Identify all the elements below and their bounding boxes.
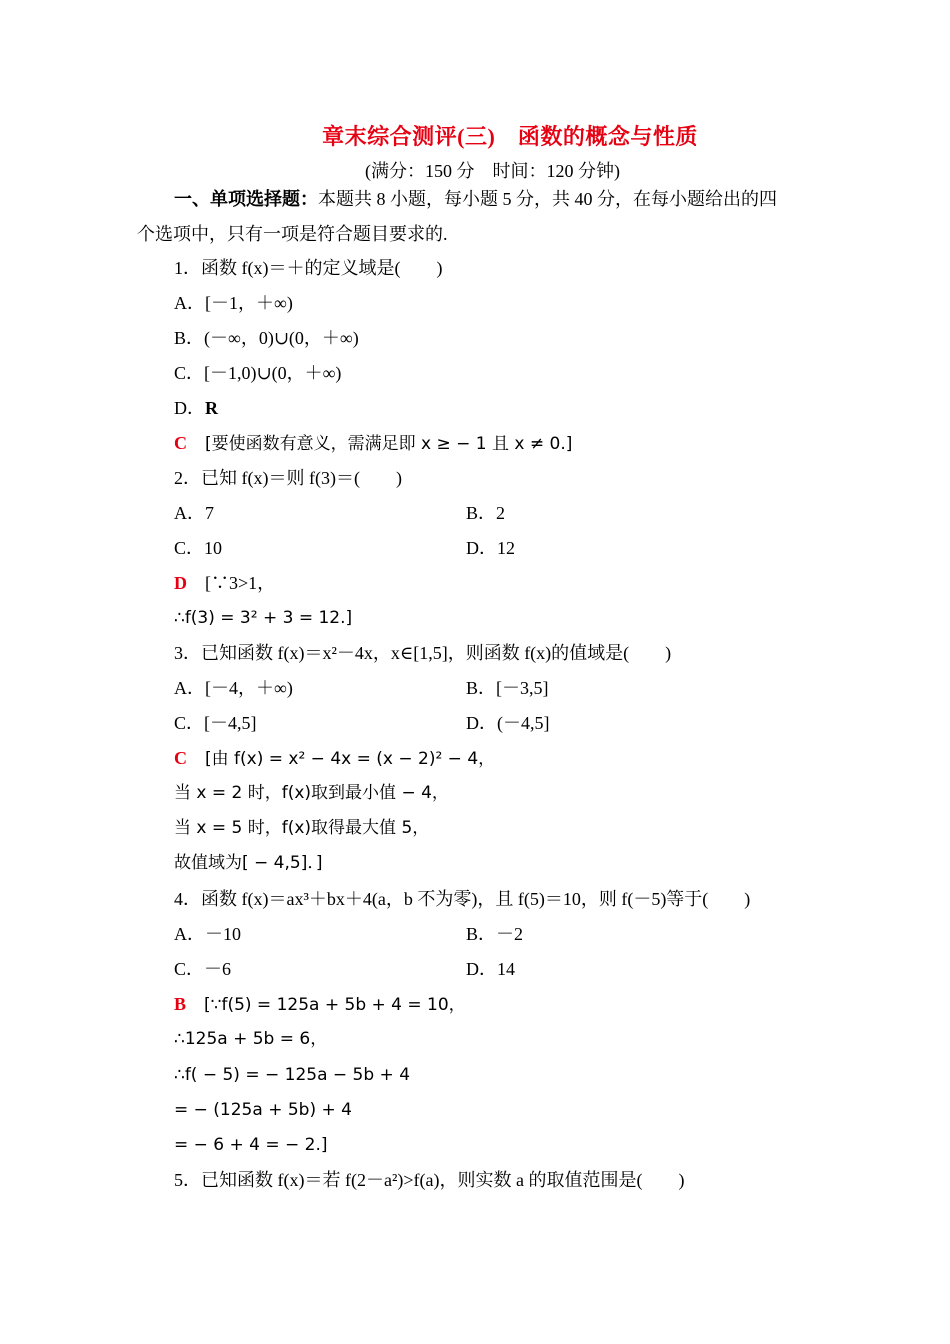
question-4-stem: 4．函数 f(x)＝ax³＋bx＋4(a，b 不为零)，且 f(5)＝10，则 f(－5)等于( ) — [174, 889, 751, 909]
question-1-option-c: C．[－1,0)∪(0，＋∞) — [174, 363, 342, 383]
question-3-answer: C — [174, 748, 187, 768]
question-4-option-d: D．14 — [466, 959, 515, 979]
question-4-explanation-5: = − 6 + 4 = − 2.] — [174, 1135, 328, 1155]
question-3-explanation-2: 当 x = 2 时，f(x)取到最小值 − 4， — [174, 783, 449, 803]
page-title: 章末综合测评(三) 函数的概念与性质 — [322, 124, 698, 149]
section-intro-continued: 个选项中，只有一项是符合题目要求的. — [137, 224, 448, 244]
question-3-stem: 3．已知函数 f(x)＝x²－4x，x∈[1,5]，则函数 f(x)的值域是( ) — [174, 643, 672, 663]
question-1-answer: C — [174, 433, 187, 453]
option-d-value: R — [205, 398, 218, 418]
question-4-explanation-3: ∴f( − 5) = − 125a − 5b + 4 — [174, 1065, 411, 1085]
question-2-option-c: C．10 — [174, 538, 223, 558]
question-2-answer-line — [174, 571, 275, 595]
question-3-explanation-3: 当 x = 5 时，f(x)取得最大值 5， — [174, 818, 430, 838]
question-3-option-c: C．[－4,5] — [174, 713, 257, 733]
question-4-explanation-4: = − (125a + 5b) + 4 — [174, 1100, 352, 1120]
question-2-explanation-1: [∵3>1， — [205, 573, 276, 593]
question-2-option-b: B．2 — [466, 503, 506, 523]
section-intro-text: 本题共 8 小题，每小题 5 分，共 40 分，在每小题给出的四 — [318, 189, 777, 209]
question-2-stem: 2．已知 f(x)＝则 f(3)＝( ) — [174, 468, 402, 488]
question-1-explanation: [要使函数有意义，需满足即 x ≥ − 1 且 x ≠ 0.] — [205, 434, 573, 454]
option-d-label: D． — [174, 398, 205, 418]
question-4-explanation-1: [∵f(5) = 125a + 5b + 4 = 10， — [204, 995, 466, 1015]
question-2-explanation-2: ∴f(3) = 3² + 3 = 12.] — [174, 608, 353, 628]
question-3-explanation-4: 故值域为[ − 4,5]．] — [174, 853, 323, 873]
question-3-answer-line — [174, 746, 495, 771]
question-5-stem: 5．已知函数 f(x)＝若 f(2－a²)>f(a)，则实数 a 的取值范围是( ) — [174, 1170, 685, 1190]
question-4-option-c: C．－6 — [174, 959, 232, 979]
page-subtitle: (满分：150 分 时间：120 分钟) — [365, 161, 620, 181]
question-4-answer: B — [174, 994, 187, 1014]
question-1-stem: 1．函数 f(x)＝＋的定义域是( ) — [174, 258, 443, 278]
question-3-option-b: B．[－3,5] — [466, 678, 549, 698]
question-4-option-b: B．－2 — [466, 924, 524, 944]
question-3-option-d: D．(－4,5] — [466, 713, 550, 733]
question-1-answer-line — [174, 431, 572, 456]
question-4-answer-line — [174, 992, 466, 1017]
question-2-option-d: D．12 — [466, 538, 515, 558]
question-1-option-a: A．[－1，＋∞) — [174, 293, 293, 313]
question-1-option-b: B．(－∞，0)∪(0，＋∞) — [174, 328, 359, 348]
question-2-answer: D — [174, 573, 187, 593]
question-4-option-a: A．－10 — [174, 924, 241, 944]
question-1-option-d — [174, 396, 218, 420]
question-2-option-a: A．7 — [174, 503, 214, 523]
question-3-option-a: A．[－4，＋∞) — [174, 678, 293, 698]
question-3-explanation-1: [由 f(x) = x² − 4x = (x − 2)² − 4， — [205, 749, 496, 769]
section-heading: 一、单项选择题： — [174, 189, 318, 209]
section-intro — [174, 187, 777, 211]
question-4-explanation-2: ∴125a + 5b = 6， — [174, 1029, 328, 1049]
